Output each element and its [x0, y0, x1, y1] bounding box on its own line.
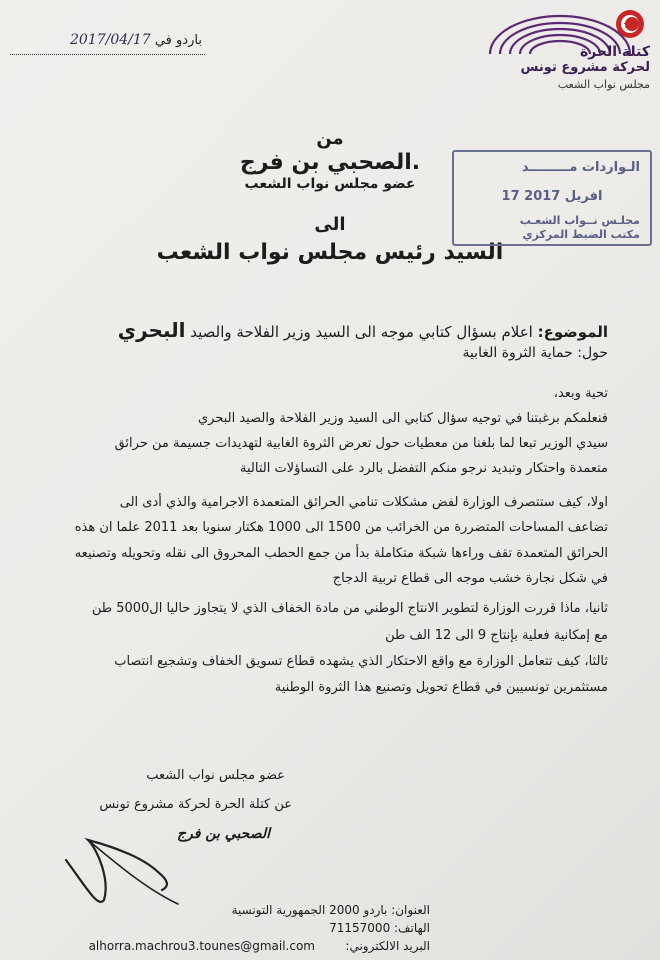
- sender-name: الصحبي بن فرج.: [239, 150, 421, 175]
- closing-role: عضو مجلس نواب الشعب: [146, 768, 285, 783]
- footer-address: العنوان: باردو 2000 الجمهورية التونسية: [231, 903, 430, 917]
- logo-subtitle: مجلس نواب الشعب: [557, 78, 650, 91]
- logo-party-name: لحركة مشروع تونس: [520, 60, 650, 75]
- subject-label: الموضوع:: [537, 323, 608, 341]
- body-line: فنعلمكم برغبتنا في توجيه سؤال كتابي الى السيد وزير الفلاحة والصيد البحري: [197, 411, 608, 426]
- closing-name: الصحبي بن فرج: [177, 826, 270, 842]
- body-line: متعمدة واحتكار وتبديد نرجو منكم التفضل بالرد على التساؤلات التالية: [240, 461, 608, 476]
- stamp-title: الـواردات مـــــــــد: [521, 160, 640, 175]
- footer-phone: الهاتف: 71157000: [329, 921, 430, 935]
- to-label: الى: [314, 214, 346, 235]
- body-line: الحرائق المتعمدة تقف وراءها شبكة متكاملة بدأ من جمع الحطب المحروق الى نقله وتحويله وتصنيعه: [74, 546, 608, 561]
- recipient-name: السيد رئيس مجلس نواب الشعب: [156, 240, 504, 265]
- body-line: مع إمكانية فعلية بإنتاج 9 الى 12 الف طن: [385, 628, 608, 643]
- registration-stamp: [452, 150, 652, 246]
- body-line: تضاعف المساحات المتضررة من الخرائب من 1500 الى 1000 هكتار سنويا بعد 2011 علما ان هذه: [74, 520, 608, 535]
- sender-role: عضو مجلس نواب الشعب: [244, 176, 416, 192]
- body-line: في شكل نجارة خشب موجه الى قطاع تربية الدجاج: [332, 571, 608, 586]
- footer-email-label: البريد الالكتروني:: [345, 939, 430, 953]
- stamp-office: مكتب الضبط المركزي: [522, 228, 640, 241]
- subject-about: حول: حماية الثروة الغابية: [462, 345, 608, 361]
- subject-emphasis: البحري: [117, 318, 186, 342]
- body-line: سيدي الوزير تبعا لما بلغنا من معطيات حول تعرض الثروة الغابية لتهديدات جسيمة من حرائق: [114, 436, 608, 451]
- footer-email[interactable]: alhorra.machrou3.tounes@gmail.com: [88, 939, 315, 953]
- handwritten-signature: [58, 820, 238, 910]
- greeting: تحية وبعد،: [553, 386, 608, 401]
- logo-bloc-name: كتلة الحرة: [579, 44, 650, 60]
- body-line: مستثمرين تونسيين في قطاع تحويل وتصنيع هذا الثروة الوطنية: [274, 680, 608, 695]
- letter-date: [70, 32, 202, 48]
- date-place-label: باردو في: [154, 33, 202, 48]
- closing-bloc: عن كتلة الحرة لحركة مشروع تونس: [99, 797, 292, 812]
- subject-line: [48, 318, 608, 342]
- body-line: ثانيا، ماذا قررت الوزارة لتطوير الانتاج الوطني من مادة الخفاف الذي لا يتجاوز حاليا ال5000 طن: [91, 601, 608, 616]
- stamp-institution: مجلـس نــواب الشعـب: [519, 214, 640, 227]
- body-line: اولا، كيف ستتصرف الوزارة لفض مشكلات تنامي الحرائق المتعمدة الاجرامية والذي أدى الى: [119, 495, 608, 510]
- date-value: 2017/04/17: [70, 32, 151, 48]
- subject-text: اعلام بسؤال كتابي موجه الى السيد وزير الفلاحة والصيد: [190, 323, 533, 341]
- from-label: من: [316, 128, 344, 149]
- stamp-date: 17 افريل 2017: [501, 189, 603, 204]
- body-line: ثالثا، كيف تتعامل الوزارة مع واقع الاحتكار الذي يشهده قطاع تسويق الخفاف وتشجيع انتصاب: [114, 654, 608, 669]
